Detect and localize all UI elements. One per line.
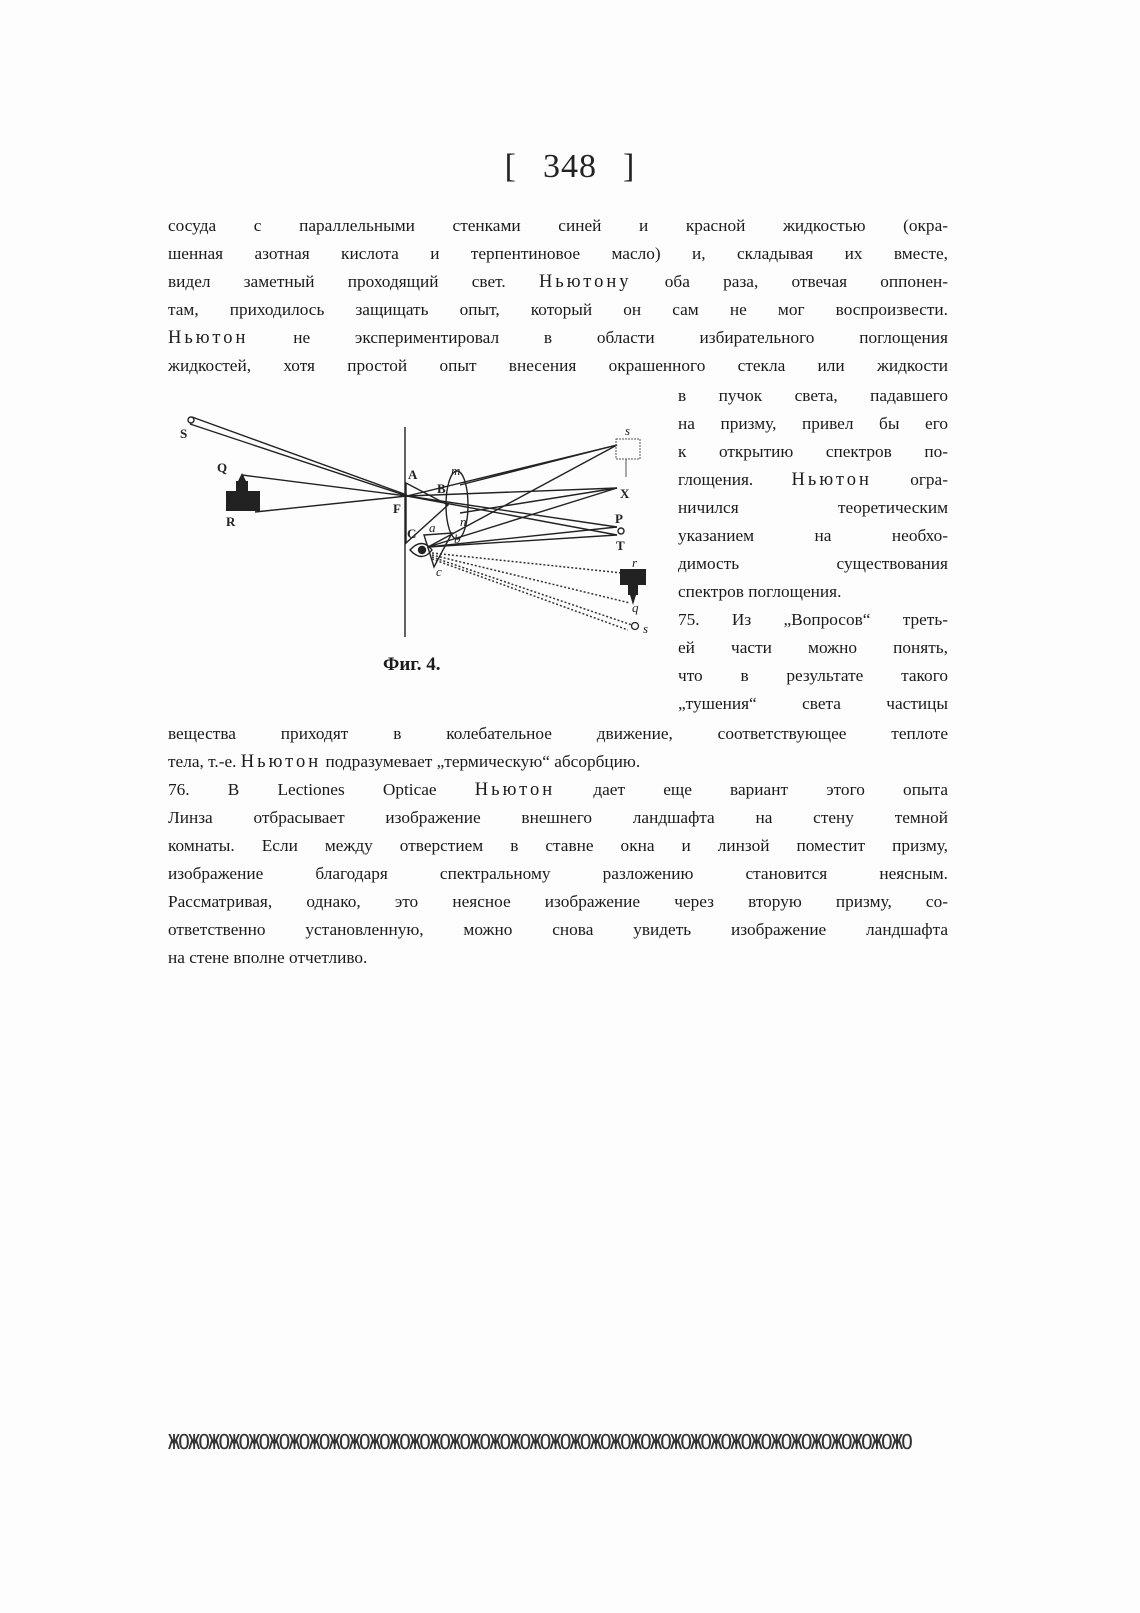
text-line: комнаты. Если между отверстием в ставне окна и линзой поместит призму, [168,836,948,855]
label-A: A [408,467,418,482]
label-F: F [393,501,401,516]
name-newton: Ньютон [168,328,249,348]
label-s-bottom: s [643,621,649,636]
label-s-top: s [625,423,631,438]
text-line: ответственно установленную, можно снова увидеть изображение ландшафта [168,920,948,939]
ornament-rule: ЖОЖОЖОЖОЖОЖОЖОЖОЖОЖОЖОЖОЖОЖОЖОЖОЖОЖОЖОЖОЖОЖОЖОЖОЖОЖОЖОЖОЖОЖОЖОЖОЖОЖОЖОЖОЖО [168,1430,912,1454]
text-fragment: не экспериментировал в области избирательного поглощения [248,328,948,347]
label-R: R [226,514,236,529]
side-text-line: на призму, привел бы его [678,414,948,433]
name-newton: Ньютону [538,272,632,292]
text-fragment: 76. В Lectiones Opticae [168,780,475,799]
text-line: шенная азотная кислота и терпентиновое масло) и, складывая их вместе, [168,244,948,263]
text-line: жидкостей, хотя простой опыт внесения окрашенного стекла или жидкости [168,356,948,375]
side-text-line: указанием на необхо- [678,526,948,545]
side-text-line: ничился теоретическим [678,498,948,517]
text-line [168,748,948,776]
optics-diagram-svg [170,395,670,655]
text-fragment: тела, т.-е. [168,752,241,771]
label-b: b [454,531,461,546]
text-line: на стене вполне отчетливо. [168,948,368,967]
side-text-line: 75. Из „Вопросов“ треть- [678,610,948,629]
text-line: сосуда с параллельными стенками синей и красной жидкостью (окра- [168,216,948,235]
text-line: там, приходилось защищать опыт, который он сам не мог воспроизвести. [168,300,948,319]
text-line [168,324,948,352]
text-line [168,268,948,296]
label-q: q [632,600,639,615]
label-c: c [436,564,442,579]
label-Q: Q [217,460,228,475]
side-text-line: димость существования [678,554,948,573]
bracket-left: [ [504,148,517,185]
page-number-value: 348 [543,148,597,185]
page-number [0,148,1140,186]
side-text-line: спектров поглощения. [678,582,842,601]
label-P: P [615,511,623,526]
text-fragment: подразумевает „термическую“ абсорбцию. [321,752,641,771]
text-line: Линза отбрасывает изображение внешнего ландшафта на стену темной [168,808,948,827]
name-newton: Ньютон [474,780,556,800]
text-fragment: огра- [871,470,948,489]
side-text-line: к открытию спектров по- [678,442,948,461]
label-r: r [632,555,638,570]
text-line: изображение благодаря спектральному разложению становится неясным. [168,864,948,883]
side-text-line [678,466,948,494]
text-fragment: дает еще вариант этого опыта [555,780,948,799]
label-a: a [429,520,436,535]
side-text-line: в пучок света, падавшего [678,386,948,405]
label-B: B [437,481,446,496]
name-newton: Ньютон [791,470,872,490]
text-fragment: глощения. [678,470,792,489]
label-X: X [620,486,630,501]
side-text-line: что в результате такого [678,666,948,685]
text-line [168,776,948,804]
label-C: C [407,526,417,541]
label-m: m [451,463,461,478]
bracket-right: ] [623,148,636,185]
figure-optics-diagram [170,395,670,655]
text-line: Рассматривая, однако, это неясное изображение через вторую призму, со- [168,892,948,911]
figure-caption: Фиг. 4. [383,654,441,675]
text-line: вещества приходят в колебательное движение, соответствующее теплоте [168,724,948,743]
label-T: T [616,538,625,553]
text-fragment: оба раза, отвечая оппонен- [631,272,948,291]
label-S: S [180,426,188,441]
name-newton: Ньютон [240,752,322,772]
label-n: n [460,514,467,529]
text-fragment: видел заметный проходящий свет. [168,272,539,291]
side-text-line: „тушения“ света частицы [678,694,948,713]
side-text-line: ей части можно понять, [678,638,948,657]
